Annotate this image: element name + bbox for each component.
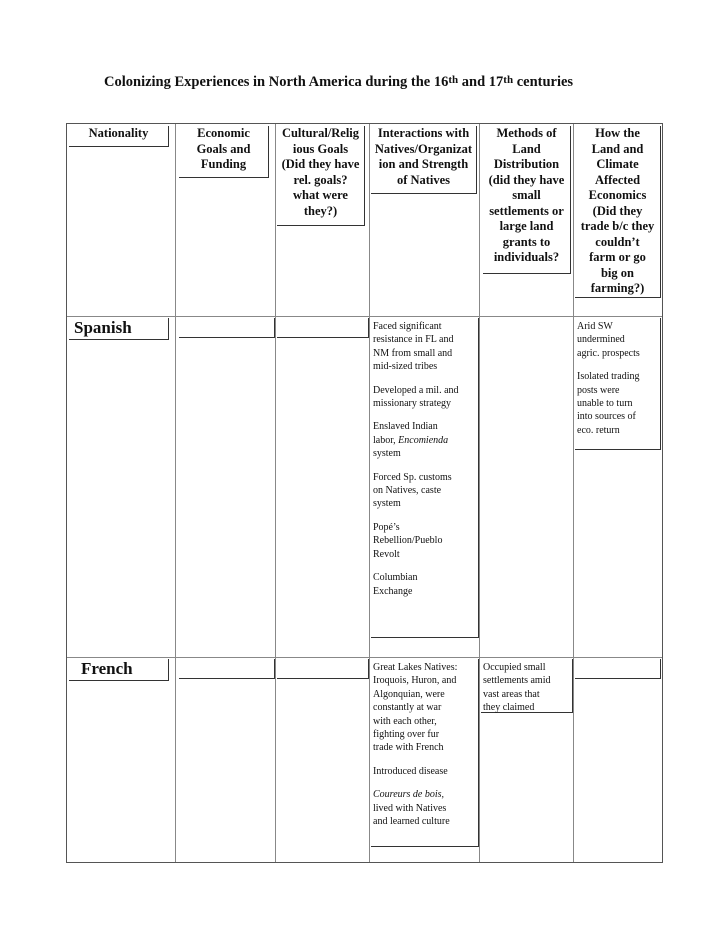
row-divider — [67, 316, 662, 317]
row-label-spanish: Spanish — [69, 318, 169, 340]
page-title: Colonizing Experiences in North America during the 16th and 17th centuries — [104, 74, 574, 90]
empty-cell — [575, 659, 661, 679]
header-economic-goals — [179, 126, 269, 178]
header-cultural-religious-goals — [277, 126, 365, 226]
cell-text: Great Lakes Natives: Iroquois, Huron, and Algonquian, were constantly at war with each other, fighting over fur trade with French — [373, 662, 458, 754]
column-divider — [175, 124, 176, 862]
colonizing-table — [66, 123, 663, 863]
empty-cell — [179, 318, 275, 338]
empty-cell — [277, 659, 369, 679]
header-label: Cultural/Relig ious Goals (Did they have rel. goals? what were they?) — [281, 126, 360, 218]
row-divider — [67, 657, 662, 658]
cell-text: Faced significant resistance in FL and NM from small and mid-sized tribes — [373, 321, 454, 373]
cell-text: Occupied small settlements amid vast areas that they claimed — [483, 662, 551, 714]
header-land-climate — [575, 126, 661, 298]
header-land-distribution — [483, 126, 571, 274]
column-divider — [573, 124, 574, 862]
empty-cell — [277, 318, 369, 338]
cell-text: Developed a mil. and missionary strategy — [373, 384, 459, 410]
row-label-french: French — [69, 659, 169, 681]
cell-text: Coureurs de bois, lived with Natives and learned culture — [373, 789, 450, 828]
header-label: Methods of Land Distribution (did they have small settlements or large land grants to individuals? — [488, 126, 565, 264]
column-divider — [369, 124, 370, 862]
header-label: How the Land and Climate Affected Economics (Did they trade b/c they couldn’t farm or go big on farming?) — [580, 126, 655, 295]
header-interactions-with-natives — [371, 126, 477, 194]
french-interactions-cell — [371, 659, 479, 847]
spanish-interactions-cell — [371, 318, 479, 638]
header-label: Nationality — [88, 126, 149, 140]
column-divider — [275, 124, 276, 862]
cell-text: Arid SW undermined agric. prospects — [577, 321, 640, 359]
french-land-distribution-cell — [481, 659, 573, 713]
cell-text: Isolated trading posts were unable to turn into sources of eco. return — [577, 371, 640, 436]
cell-text: Columbian Exchange — [373, 572, 418, 597]
header-label: Economic Goals and Funding — [196, 126, 251, 171]
cell-text: Enslaved Indian labor, Encomienda system — [373, 421, 449, 460]
column-divider — [479, 124, 480, 862]
spanish-land-climate-cell — [575, 318, 661, 450]
header-label: Interactions with Natives/Organizat ion and Strength of Natives — [374, 126, 473, 187]
empty-cell — [179, 659, 275, 679]
cell-text: Forced Sp. customs on Natives, caste system — [373, 471, 452, 510]
header-nationality — [69, 126, 169, 147]
cell-text: Popé’s Rebellion/Pueblo Revolt — [373, 521, 443, 560]
cell-text: Introduced disease — [373, 765, 448, 777]
